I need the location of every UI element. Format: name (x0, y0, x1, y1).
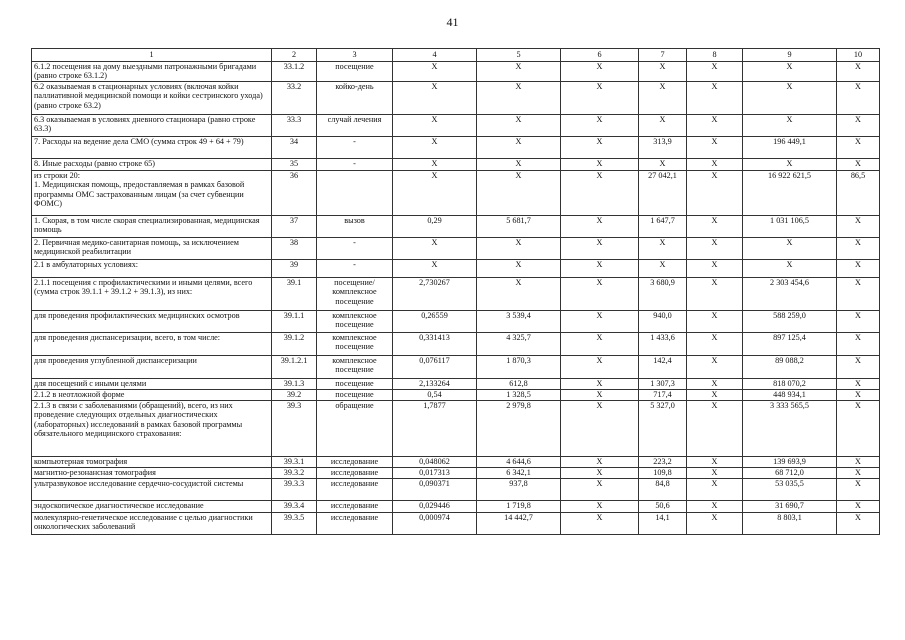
unit: исследование (317, 479, 393, 501)
value-col-7: 14,1 (639, 513, 687, 535)
value-col-5: X (477, 159, 561, 171)
value-col-10: X (837, 379, 880, 390)
value-col-4: 1,7877 (393, 401, 477, 457)
value-col-7: 27 042,1 (639, 171, 687, 216)
value-col-9: 3 333 565,5 (743, 401, 837, 457)
unit: посещение (317, 379, 393, 390)
value-col-10: X (837, 137, 880, 159)
table-row (32, 390, 880, 401)
value-col-9: 68 712,0 (743, 468, 837, 479)
value-col-8: X (687, 501, 743, 513)
value-col-8: X (687, 401, 743, 457)
value-col-10: X (837, 159, 880, 171)
value-col-4: 0,029446 (393, 501, 477, 513)
value-col-9: X (743, 159, 837, 171)
value-col-7: 223,2 (639, 457, 687, 468)
page-number: 41 (446, 15, 459, 29)
unit: комплексное посещение (317, 333, 393, 356)
unit: посещение/ комплексное посещение (317, 278, 393, 311)
value-col-6: X (561, 501, 639, 513)
row-code: 36 (272, 171, 317, 216)
row-code: 39 (272, 260, 317, 278)
row-label: молекулярно-генетическое исследование с целью диагностики онкологических заболеваний (32, 513, 272, 535)
value-col-7: X (639, 82, 687, 115)
row-label: 2.1.2 в неотложной форме (32, 390, 272, 401)
value-col-5: 1 328,5 (477, 390, 561, 401)
value-col-4: 0,26559 (393, 311, 477, 333)
value-col-5: X (477, 171, 561, 216)
table-row (32, 137, 880, 159)
value-col-10: X (837, 356, 880, 379)
value-col-8: X (687, 379, 743, 390)
value-col-10: X (837, 115, 880, 137)
value-col-7: 1 647,7 (639, 216, 687, 238)
row-label: эндоскопическое диагностическое исследование (32, 501, 272, 513)
value-col-5: X (477, 82, 561, 115)
value-col-9: 8 803,1 (743, 513, 837, 535)
unit: - (317, 159, 393, 171)
value-col-4: X (393, 62, 477, 82)
value-col-10: X (837, 82, 880, 115)
value-col-5: X (477, 278, 561, 311)
column-number: 4 (393, 49, 477, 62)
row-label: магнитно-резонансная томография (32, 468, 272, 479)
data-table (31, 48, 880, 535)
value-col-6: X (561, 401, 639, 457)
value-col-4: X (393, 115, 477, 137)
value-col-7: 1 307,3 (639, 379, 687, 390)
unit: комплексное посещение (317, 311, 393, 333)
column-number: 1 (32, 49, 272, 62)
value-col-7: 3 680,9 (639, 278, 687, 311)
value-col-8: X (687, 311, 743, 333)
value-col-10: X (837, 457, 880, 468)
value-col-10: X (837, 238, 880, 260)
value-col-8: X (687, 513, 743, 535)
value-col-6: X (561, 457, 639, 468)
table-row (32, 457, 880, 468)
table-row (32, 82, 880, 115)
row-code: 39.3.2 (272, 468, 317, 479)
value-col-6: X (561, 468, 639, 479)
table-row (32, 171, 880, 216)
table-row (32, 479, 880, 501)
value-col-8: X (687, 468, 743, 479)
row-code: 33.1.2 (272, 62, 317, 82)
table-header-row (32, 49, 880, 62)
row-label: из строки 20: 1. Медицинская помощь, предоставляемая в рамках базовой программы ОМС застрахованным лицам (за счет субвенции ФОМС) (32, 171, 272, 216)
value-col-4: 0,331413 (393, 333, 477, 356)
value-col-7: 50,6 (639, 501, 687, 513)
value-col-8: X (687, 238, 743, 260)
table-row (32, 333, 880, 356)
row-label: 8. Иные расходы (равно строке 65) (32, 159, 272, 171)
table-row (32, 216, 880, 238)
row-code: 39.3.1 (272, 457, 317, 468)
value-col-6: X (561, 390, 639, 401)
column-number: 5 (477, 49, 561, 62)
value-col-8: X (687, 137, 743, 159)
value-col-4: X (393, 260, 477, 278)
unit: комплексное посещение (317, 356, 393, 379)
value-col-4: 2,133264 (393, 379, 477, 390)
value-col-6: X (561, 311, 639, 333)
row-label: 2.1.1 посещения с профилактическими и иными целями, всего (сумма строк 39.1.1 + 39.1.2 + 39.1.3), из них: (32, 278, 272, 311)
column-number: 6 (561, 49, 639, 62)
value-col-10: X (837, 513, 880, 535)
value-col-7: 940,0 (639, 311, 687, 333)
value-col-7: X (639, 115, 687, 137)
value-col-8: X (687, 390, 743, 401)
value-col-9: 139 693,9 (743, 457, 837, 468)
row-label: 6.1.2 посещения на дому выездными патронажными бригадами (равно строке 63.1.2) (32, 62, 272, 82)
table-row (32, 468, 880, 479)
row-label: 6.3 оказываемая в условиях дневного стационара (равно строке 63.3) (32, 115, 272, 137)
row-label: для проведения профилактических медицинских осмотров (32, 311, 272, 333)
value-col-9: 31 690,7 (743, 501, 837, 513)
row-code: 39.3.4 (272, 501, 317, 513)
value-col-9: 53 035,5 (743, 479, 837, 501)
row-label: 2. Первичная медико-санитарная помощь, за исключением медицинской реабилитации (32, 238, 272, 260)
row-label: 7. Расходы на ведение дела СМО (сумма строк 49 + 64 + 79) (32, 137, 272, 159)
row-label: 2.1.3 в связи с заболеваниями (обращений), всего, из них проведение следующих отдельных диагностических (лабораторных) исследований в рамках базовой программы обязательного медицинского страхования: (32, 401, 272, 457)
value-col-8: X (687, 115, 743, 137)
value-col-4: 0,076117 (393, 356, 477, 379)
table-row (32, 401, 880, 457)
row-code: 35 (272, 159, 317, 171)
table-row (32, 501, 880, 513)
value-col-6: X (561, 260, 639, 278)
unit: исследование (317, 513, 393, 535)
value-col-8: X (687, 82, 743, 115)
value-col-9: X (743, 82, 837, 115)
value-col-5: X (477, 260, 561, 278)
value-col-7: 313,9 (639, 137, 687, 159)
row-code: 33.3 (272, 115, 317, 137)
value-col-9: 2 303 454,6 (743, 278, 837, 311)
column-number: 7 (639, 49, 687, 62)
value-col-6: X (561, 216, 639, 238)
value-col-5: 14 442,7 (477, 513, 561, 535)
value-col-5: 2 979,8 (477, 401, 561, 457)
value-col-6: X (561, 278, 639, 311)
unit: исследование (317, 468, 393, 479)
value-col-8: X (687, 333, 743, 356)
value-col-6: X (561, 356, 639, 379)
value-col-5: 4 644,6 (477, 457, 561, 468)
value-col-10: X (837, 390, 880, 401)
value-col-10: X (837, 216, 880, 238)
value-col-8: X (687, 356, 743, 379)
row-code: 37 (272, 216, 317, 238)
value-col-4: 2,730267 (393, 278, 477, 311)
row-code: 39.1.2 (272, 333, 317, 356)
value-col-6: X (561, 159, 639, 171)
value-col-4: X (393, 171, 477, 216)
table-row (32, 278, 880, 311)
row-code: 38 (272, 238, 317, 260)
value-col-9: 818 070,2 (743, 379, 837, 390)
value-col-4: X (393, 159, 477, 171)
value-col-10: X (837, 260, 880, 278)
column-number: 9 (743, 49, 837, 62)
value-col-4: X (393, 82, 477, 115)
value-col-10: X (837, 401, 880, 457)
value-col-6: X (561, 479, 639, 501)
value-col-4: 0,090371 (393, 479, 477, 501)
row-label: 6.2 оказываемая в стационарных условиях (включая койки паллиативной медицинской помощи и койки сестринского ухода) (равно строке 63.2) (32, 82, 272, 115)
row-code: 39.1.1 (272, 311, 317, 333)
value-col-7: 142,4 (639, 356, 687, 379)
row-label: 1. Скорая, в том числе скорая специализированная, медицинская помощь (32, 216, 272, 238)
value-col-10: X (837, 278, 880, 311)
value-col-9: X (743, 62, 837, 82)
row-code: 39.3.3 (272, 479, 317, 501)
value-col-9: 1 031 106,5 (743, 216, 837, 238)
unit: случай лечения (317, 115, 393, 137)
row-code: 39.3.5 (272, 513, 317, 535)
value-col-9: 16 922 621,5 (743, 171, 837, 216)
value-col-8: X (687, 479, 743, 501)
value-col-4: 0,29 (393, 216, 477, 238)
value-col-7: 109,8 (639, 468, 687, 479)
value-col-6: X (561, 379, 639, 390)
row-code: 39.2 (272, 390, 317, 401)
value-col-7: 84,8 (639, 479, 687, 501)
value-col-9: X (743, 115, 837, 137)
table-row (32, 260, 880, 278)
row-label: для посещений с иными целями (32, 379, 272, 390)
value-col-6: X (561, 115, 639, 137)
value-col-7: 1 433,6 (639, 333, 687, 356)
unit: - (317, 260, 393, 278)
table-row (32, 238, 880, 260)
value-col-5: X (477, 115, 561, 137)
value-col-9: 897 125,4 (743, 333, 837, 356)
value-col-5: X (477, 62, 561, 82)
row-code: 39.1 (272, 278, 317, 311)
row-code: 33.2 (272, 82, 317, 115)
value-col-6: X (561, 171, 639, 216)
unit: исследование (317, 501, 393, 513)
value-col-10: X (837, 479, 880, 501)
row-label: для проведения диспансеризации, всего, в том числе: (32, 333, 272, 356)
value-col-9: 196 449,1 (743, 137, 837, 159)
value-col-8: X (687, 457, 743, 468)
unit: - (317, 238, 393, 260)
row-code: 39.1.3 (272, 379, 317, 390)
value-col-6: X (561, 238, 639, 260)
table-row (32, 159, 880, 171)
table-row (32, 62, 880, 82)
value-col-4: X (393, 137, 477, 159)
unit (317, 171, 393, 216)
value-col-4: 0,017313 (393, 468, 477, 479)
table-row (32, 379, 880, 390)
value-col-7: X (639, 159, 687, 171)
row-label: компьютерная томография (32, 457, 272, 468)
value-col-7: 717,4 (639, 390, 687, 401)
value-col-5: 5 681,7 (477, 216, 561, 238)
unit: посещение (317, 62, 393, 82)
table-row (32, 513, 880, 535)
row-label: ультразвуковое исследование сердечно-сосудистой системы (32, 479, 272, 501)
value-col-6: X (561, 333, 639, 356)
value-col-5: 1 870,3 (477, 356, 561, 379)
value-col-9: 89 088,2 (743, 356, 837, 379)
value-col-10: X (837, 311, 880, 333)
value-col-9: X (743, 238, 837, 260)
value-col-5: 1 719,8 (477, 501, 561, 513)
unit: койко-день (317, 82, 393, 115)
row-code: 39.3 (272, 401, 317, 457)
unit: обращение (317, 401, 393, 457)
unit: - (317, 137, 393, 159)
value-col-7: X (639, 238, 687, 260)
value-col-6: X (561, 82, 639, 115)
value-col-4: 0,000974 (393, 513, 477, 535)
column-number: 2 (272, 49, 317, 62)
column-number: 8 (687, 49, 743, 62)
table-row (32, 311, 880, 333)
value-col-5: 6 342,1 (477, 468, 561, 479)
table-row (32, 356, 880, 379)
value-col-4: 0,54 (393, 390, 477, 401)
value-col-9: 588 259,0 (743, 311, 837, 333)
row-label: 2.1 в амбулаторных условиях: (32, 260, 272, 278)
value-col-5: X (477, 238, 561, 260)
value-col-5: 4 325,7 (477, 333, 561, 356)
unit: посещение (317, 390, 393, 401)
value-col-10: X (837, 62, 880, 82)
value-col-10: X (837, 333, 880, 356)
value-col-8: X (687, 260, 743, 278)
row-label: для проведения углубленной диспансеризации (32, 356, 272, 379)
value-col-5: X (477, 137, 561, 159)
value-col-8: X (687, 216, 743, 238)
value-col-5: 612,8 (477, 379, 561, 390)
value-col-4: X (393, 238, 477, 260)
row-code: 39.1.2.1 (272, 356, 317, 379)
value-col-8: X (687, 278, 743, 311)
value-col-7: 5 327,0 (639, 401, 687, 457)
column-number: 3 (317, 49, 393, 62)
unit: вызов (317, 216, 393, 238)
value-col-6: X (561, 137, 639, 159)
column-number: 10 (837, 49, 880, 62)
value-col-10: X (837, 468, 880, 479)
unit: исследование (317, 457, 393, 468)
value-col-7: X (639, 260, 687, 278)
value-col-10: X (837, 501, 880, 513)
value-col-8: X (687, 159, 743, 171)
value-col-8: X (687, 62, 743, 82)
value-col-5: 3 539,4 (477, 311, 561, 333)
value-col-5: 937,8 (477, 479, 561, 501)
value-col-7: X (639, 62, 687, 82)
value-col-9: 448 934,1 (743, 390, 837, 401)
row-code: 34 (272, 137, 317, 159)
table-row (32, 115, 880, 137)
value-col-6: X (561, 513, 639, 535)
value-col-10: 86,5 (837, 171, 880, 216)
value-col-6: X (561, 62, 639, 82)
value-col-8: X (687, 171, 743, 216)
value-col-9: X (743, 260, 837, 278)
value-col-4: 0,048062 (393, 457, 477, 468)
